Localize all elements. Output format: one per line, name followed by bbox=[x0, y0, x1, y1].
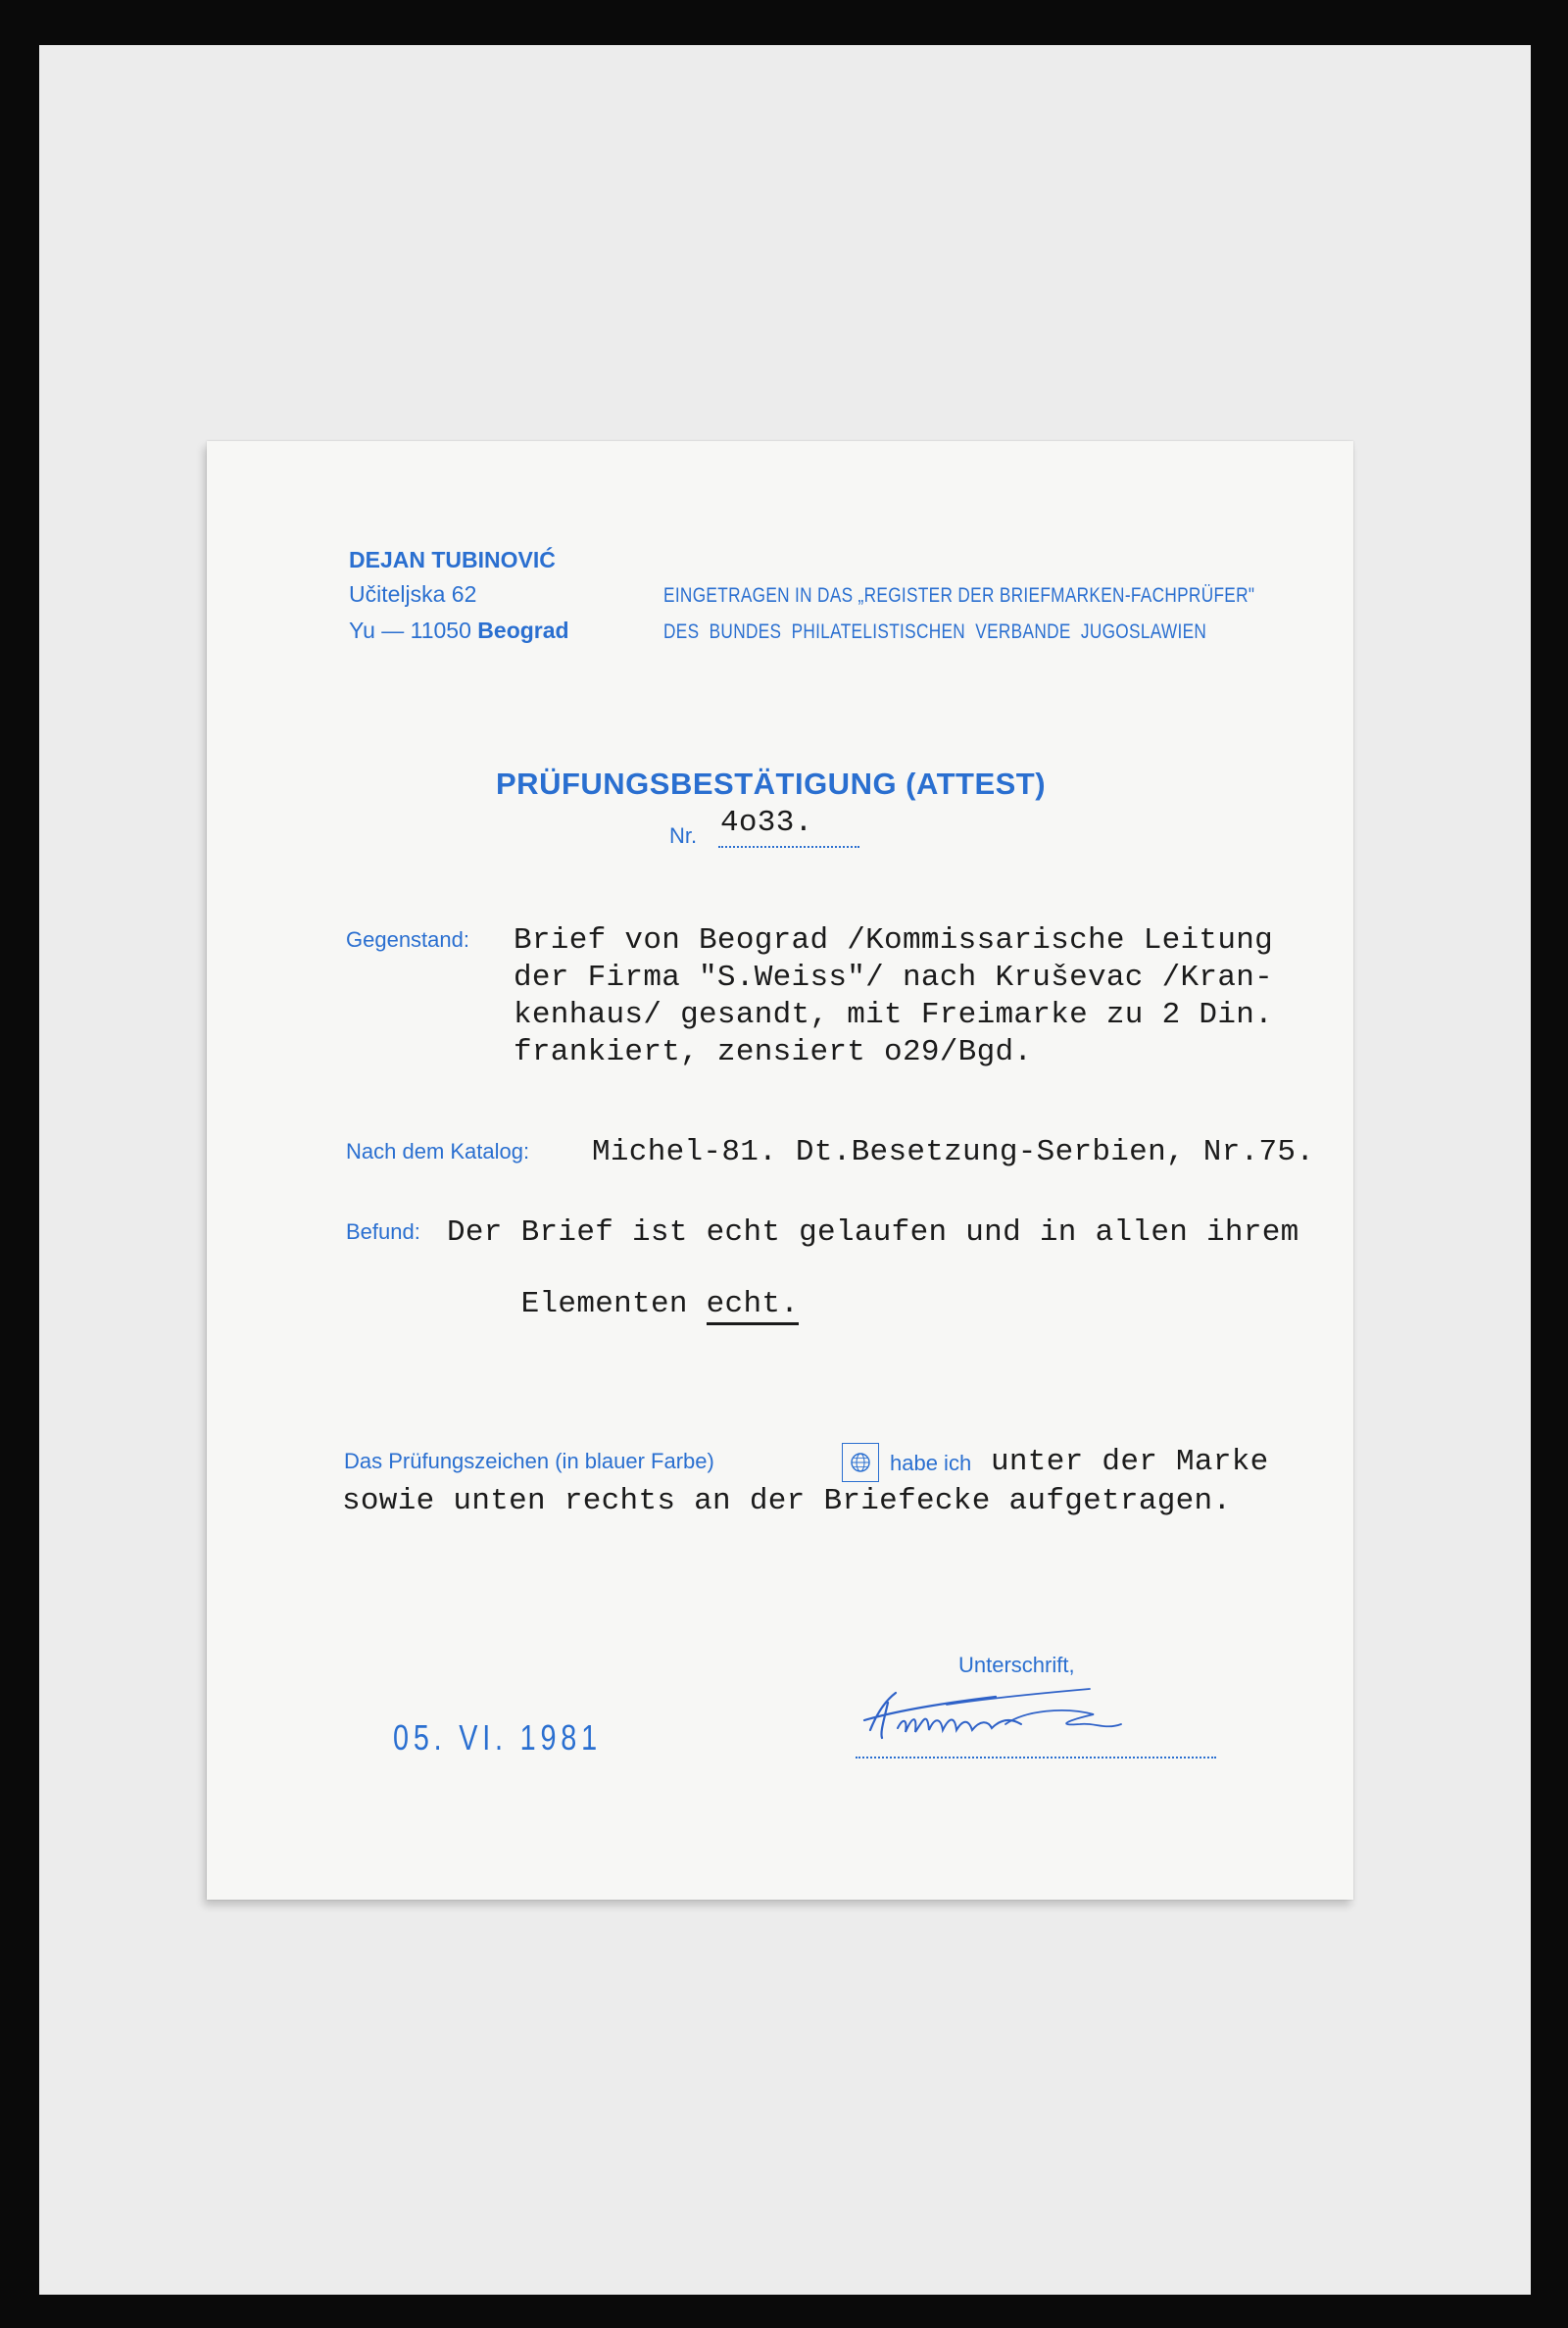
gegenstand-line-1: Brief von Beograd /Kommissarische Leitung bbox=[514, 923, 1274, 958]
gegenstand-line-2: der Firma "S.Weiss"/ nach Kruševac /Kran- bbox=[514, 961, 1274, 995]
gegenstand-label: Gegenstand: bbox=[346, 927, 469, 952]
katalog-label: Nach dem Katalog: bbox=[346, 1139, 530, 1164]
gegenstand-line-3: kenhaus/ gesandt, mit Freimarke zu 2 Din. bbox=[514, 998, 1274, 1032]
pruefzeichen-printed-suffix: habe ich bbox=[890, 1451, 972, 1475]
sender-street: Učiteljska 62 bbox=[349, 581, 477, 607]
sender-city: Beograd bbox=[477, 618, 569, 643]
sender-postcode: Yu — 11050 bbox=[349, 618, 471, 643]
register-line-2: DES BUNDES PHILATELISTISCHEN VERBANDE JUGOSLAWIEN bbox=[663, 620, 1207, 643]
befund-line-2-prefix: Elementen bbox=[520, 1287, 707, 1321]
number-label: Nr. bbox=[669, 823, 698, 848]
signature-label: Unterschrift, bbox=[958, 1653, 1075, 1677]
certificate-sheet bbox=[207, 441, 1353, 1900]
gegenstand-line-4: frankiert, zensiert o29/Bgd. bbox=[514, 1035, 1033, 1069]
pruefzeichen-printed-text: Das Prüfungszeichen (in blauer Farbe) bbox=[344, 1449, 714, 1473]
handwritten-signature bbox=[858, 1681, 1192, 1750]
sender-name: DEJAN TUBINOVIĆ bbox=[349, 547, 556, 572]
signature-dotted-line bbox=[856, 1757, 1216, 1758]
globe-icon bbox=[849, 1451, 872, 1474]
befund-underlined-word: echt. bbox=[707, 1287, 800, 1325]
befund-line-1: Der Brief ist echt gelaufen und in allen ihrem bbox=[447, 1215, 1299, 1250]
certificate-number: 4o33. bbox=[720, 806, 813, 840]
date-stamp: 05. VI. 1981 bbox=[393, 1717, 602, 1758]
register-line-1: EINGETRAGEN IN DAS „REGISTER DER BRIEFMARKEN-FACHPRÜFER" bbox=[663, 584, 1255, 607]
pruefzeichen-typed-line-2: sowie unten rechts an der Briefecke aufgetragen. bbox=[342, 1484, 1232, 1518]
befund-line-2 bbox=[447, 1253, 799, 1356]
katalog-value: Michel-81. Dt.Besetzung-Serbien, Nr.75. bbox=[592, 1135, 1315, 1169]
number-dotted-line bbox=[718, 846, 859, 848]
befund-label: Befund: bbox=[346, 1219, 420, 1244]
pruefzeichen-typed-line-1: unter der Marke bbox=[991, 1445, 1269, 1479]
certificate-title: PRÜFUNGSBESTÄTIGUNG (ATTEST) bbox=[496, 767, 1047, 801]
sender-city-line bbox=[349, 618, 569, 644]
pruefzeichen-mark bbox=[842, 1443, 879, 1482]
